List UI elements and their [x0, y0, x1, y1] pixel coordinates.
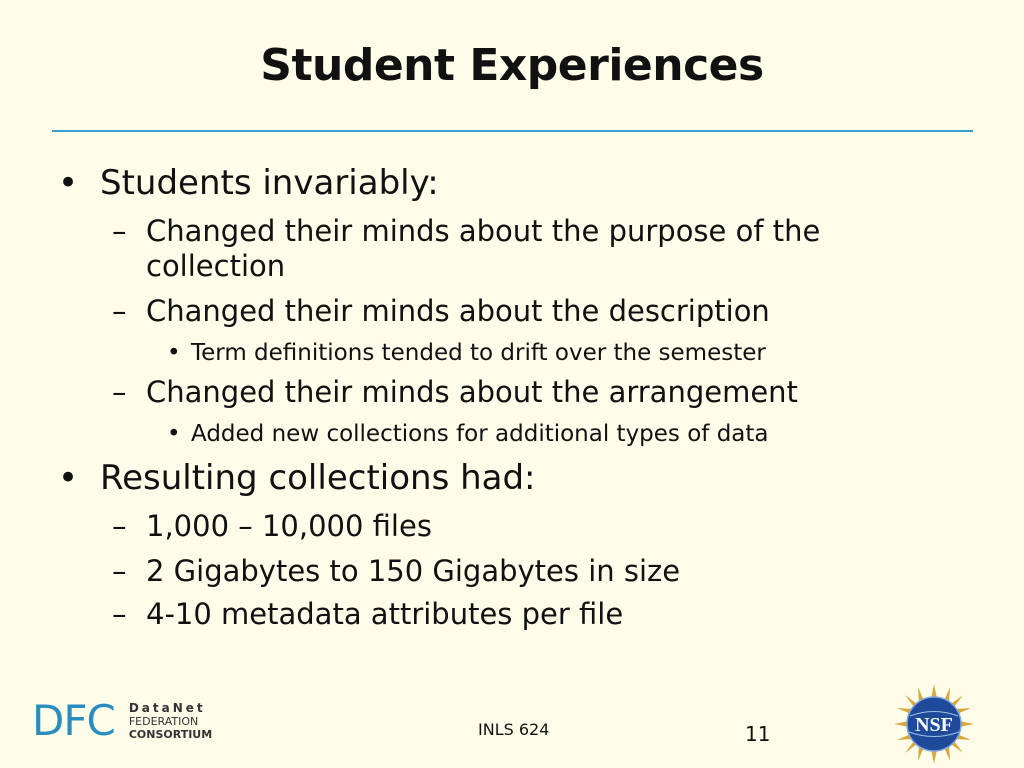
- bullet-marker: •: [58, 163, 79, 203]
- dfc-logo-line3: CONSORTIUM: [128, 727, 213, 741]
- bullet-marker: •: [167, 421, 181, 447]
- nsf-logo-icon: [893, 683, 975, 765]
- dfc-logo-line1: DataNet: [128, 700, 206, 715]
- bullet-continuation: [146, 249, 285, 283]
- nsf-logo-text: NSF: [915, 714, 953, 736]
- bullet-item: [112, 509, 432, 543]
- bullet-text: Changed their minds about the description: [146, 294, 770, 328]
- bullet-marker: –: [112, 509, 127, 543]
- bullet-text: Changed their minds about the arrangement: [146, 375, 798, 409]
- bullet-item: [58, 458, 536, 498]
- bullet-item: [112, 294, 770, 328]
- bullet-text: 4-10 metadata attributes per file: [146, 597, 624, 631]
- footer-course-label: INLS 624: [478, 720, 550, 739]
- bullet-marker: •: [167, 340, 181, 366]
- bullet-item: [58, 163, 439, 203]
- bullet-marker: •: [58, 458, 79, 498]
- dfc-logo-wordmark: [129, 702, 212, 741]
- bullet-text: 2 Gigabytes to 150 Gigabytes in size: [146, 554, 681, 588]
- bullet-item: [112, 214, 821, 248]
- bullet-marker: –: [112, 214, 127, 248]
- bullet-marker: –: [112, 597, 127, 631]
- page-number: 11: [745, 722, 771, 746]
- title-divider: [52, 130, 973, 132]
- bullet-item: [112, 597, 624, 631]
- bullet-marker: –: [112, 375, 127, 409]
- bullet-text: collection: [146, 249, 286, 283]
- bullet-text: Added new collections for additional types of data: [191, 421, 769, 447]
- bullet-text: Changed their minds about the purpose of the: [146, 214, 821, 248]
- bullet-text: Term definitions tended to drift over the semester: [191, 340, 766, 366]
- bullet-text: 1,000 – 10,000 files: [146, 509, 432, 543]
- bullet-text: Students invariably:: [100, 163, 439, 203]
- bullet-item: [112, 375, 798, 409]
- bullet-item: [167, 340, 766, 366]
- bullet-marker: –: [112, 554, 127, 588]
- bullet-marker: –: [112, 294, 127, 328]
- dfc-logo-line2: FEDERATION: [128, 714, 199, 728]
- bullet-text: Resulting collections had:: [100, 458, 536, 498]
- bullet-item: [167, 421, 769, 447]
- bullet-item: [112, 554, 681, 588]
- slide-title: Student Experiences: [260, 40, 764, 91]
- dfc-logo: [32, 696, 213, 745]
- dfc-logo-letters: DFC: [32, 696, 115, 745]
